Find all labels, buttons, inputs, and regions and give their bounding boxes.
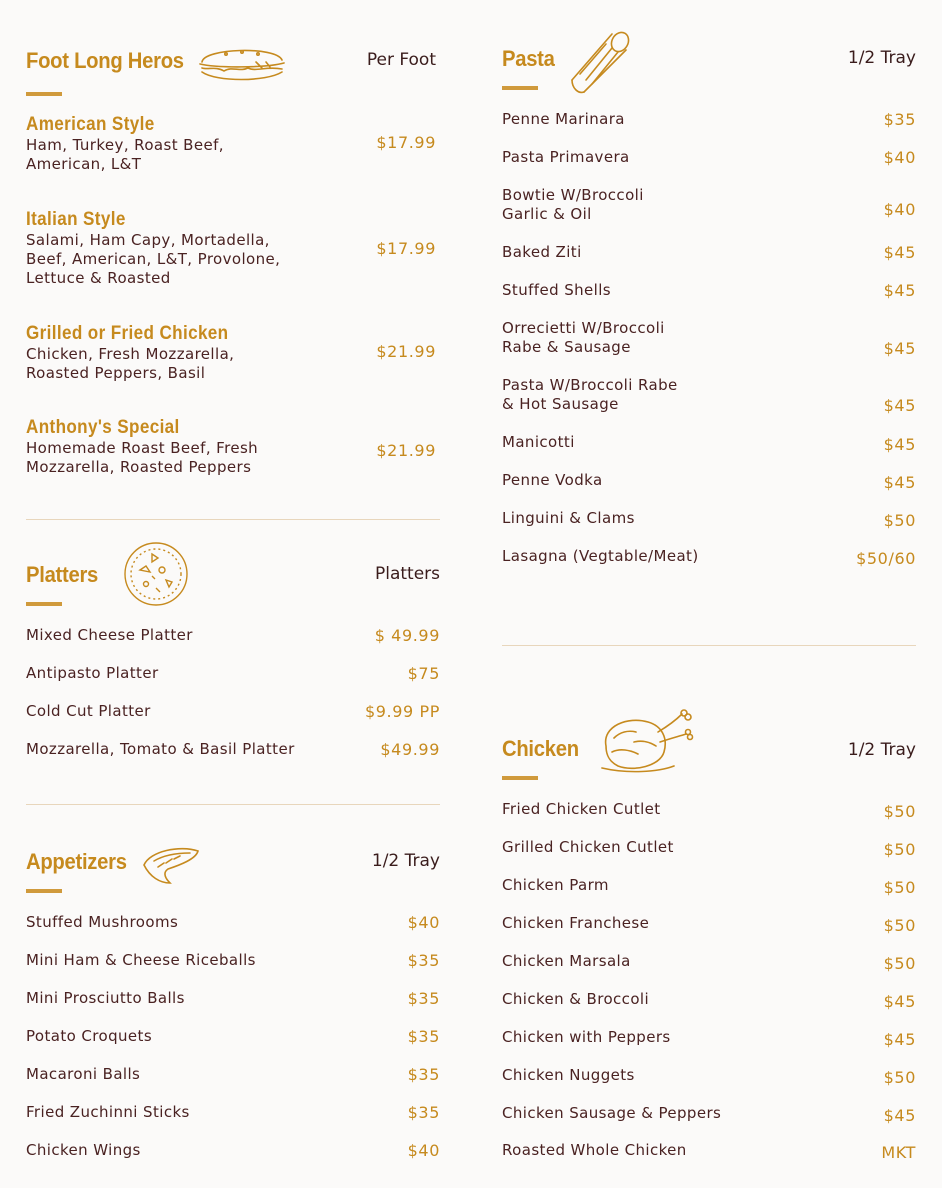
platters-underline	[26, 602, 62, 606]
item-price: $45	[883, 339, 916, 358]
pasta-title: Pasta	[502, 46, 555, 71]
item-price: $50	[883, 511, 916, 530]
divider	[502, 645, 916, 646]
appetizers-header	[26, 849, 440, 909]
item-name: Antipasto Platter	[26, 664, 159, 682]
item-price: $17.99	[376, 133, 436, 152]
item-name: Fried Zuchinni Sticks	[26, 1103, 190, 1121]
item-price: $50	[883, 840, 916, 859]
platter-icon	[122, 540, 190, 608]
item-price: $50	[883, 1068, 916, 1087]
item-price: $35	[407, 1065, 440, 1084]
item-name: Chicken Sausage & Peppers	[502, 1104, 722, 1122]
item-name: Pasta Primavera	[502, 148, 630, 166]
platters-unit: Platters	[374, 564, 440, 584]
item-price: $40	[883, 148, 916, 167]
item-price: $45	[883, 473, 916, 492]
item-name: Stuffed Shells	[502, 281, 611, 299]
item-name: Chicken Nuggets	[502, 1066, 635, 1084]
item-price: $40	[883, 200, 916, 219]
item-name: Orrecietti W/Broccoli Rabe & Sausage	[502, 319, 665, 356]
item-price: $35	[883, 110, 916, 129]
item-price: $45	[883, 1030, 916, 1049]
chicken-unit: 1/2 Tray	[847, 740, 916, 760]
chicken-underline	[502, 776, 538, 780]
item-name: Mozzarella, Tomato & Basil Platter	[26, 740, 295, 758]
item-price: $9.99 PP	[365, 702, 440, 721]
menu-item	[26, 323, 440, 383]
sandwich-icon	[196, 42, 288, 86]
item-name: Mini Ham & Cheese Riceballs	[26, 951, 256, 969]
item-price: $75	[407, 664, 440, 683]
item-name: Mini Prosciutto Balls	[26, 989, 185, 1007]
item-price: $45	[883, 243, 916, 262]
item-name: Manicotti	[502, 433, 575, 451]
divider	[26, 519, 440, 520]
item-price: $40	[407, 913, 440, 932]
heros-unit: Per Foot	[366, 50, 436, 70]
item-price: $35	[407, 951, 440, 970]
menu-item	[502, 186, 916, 226]
item-name: Chicken Marsala	[502, 952, 631, 970]
chicken-wing-icon	[140, 843, 202, 887]
item-name: Roasted Whole Chicken	[502, 1141, 687, 1159]
pasta-underline	[502, 86, 538, 90]
pasta-unit: 1/2 Tray	[847, 48, 916, 68]
item-name: American Style	[26, 114, 155, 135]
menu-item	[26, 209, 440, 289]
item-price: $17.99	[376, 239, 436, 258]
item-price: $ 49.99	[374, 626, 440, 645]
item-price: $35	[407, 1027, 440, 1046]
item-name: Lasagna (Vegtable/Meat)	[502, 547, 699, 565]
item-name: Chicken Parm	[502, 876, 609, 894]
item-price: $50	[883, 916, 916, 935]
item-name: Chicken Wings	[26, 1141, 141, 1159]
item-name: Anthony's Special	[26, 417, 180, 438]
item-name: Baked Ziti	[502, 243, 582, 261]
item-name: Fried Chicken Cutlet	[502, 800, 661, 818]
item-description: Homemade Roast Beef, Fresh Mozzarella, Roasted Peppers	[26, 439, 259, 476]
item-name: Potato Croquets	[26, 1027, 153, 1045]
item-price: $21.99	[376, 441, 436, 460]
item-name: Cold Cut Platter	[26, 702, 151, 720]
item-price: $50	[883, 802, 916, 821]
item-price: $35	[407, 989, 440, 1008]
menu-item	[502, 319, 916, 359]
item-name: Stuffed Mushrooms	[26, 913, 179, 931]
rigatoni-icon	[566, 28, 636, 96]
item-price: $40	[407, 1141, 440, 1160]
appetizers-unit: 1/2 Tray	[371, 851, 440, 871]
item-name: Grilled or Fried Chicken	[26, 323, 229, 344]
appetizers-title: Appetizers	[26, 849, 127, 874]
appetizers-underline	[26, 889, 62, 893]
item-price: $50/60	[856, 549, 916, 568]
chicken-header	[502, 736, 916, 796]
item-name: Linguini & Clams	[502, 509, 635, 527]
item-price: $45	[883, 396, 916, 415]
pasta-section	[502, 46, 916, 568]
item-price: $45	[883, 435, 916, 454]
item-name: Pasta W/Broccoli Rabe & Hot Sausage	[502, 376, 678, 413]
divider	[26, 804, 440, 805]
item-name: Penne Marinara	[502, 110, 625, 128]
platters-section	[26, 562, 440, 759]
platters-title: Platters	[26, 562, 99, 587]
item-price: MKT	[881, 1143, 916, 1162]
item-description: Chicken, Fresh Mozzarella, Roasted Peppers, Basil	[26, 345, 235, 382]
item-name: Macaroni Balls	[26, 1065, 141, 1083]
menu-item	[26, 417, 440, 477]
item-name: Chicken & Broccoli	[502, 990, 650, 1008]
chicken-section	[502, 736, 916, 1162]
heros-underline	[26, 92, 62, 96]
roast-chicken-icon	[598, 708, 694, 774]
item-description: Salami, Ham Capy, Mortadella, Beef, American, L&T, Provolone, Lettuce & Roasted	[26, 231, 281, 287]
pasta-header	[502, 46, 916, 106]
item-name: Italian Style	[26, 209, 126, 230]
item-name: Bowtie W/Broccoli Garlic & Oil	[502, 186, 644, 223]
appetizers-section	[26, 849, 440, 1160]
item-price: $50	[883, 878, 916, 897]
item-name: Grilled Chicken Cutlet	[502, 838, 674, 856]
heros-header	[26, 48, 440, 108]
item-name: Chicken Franchese	[502, 914, 650, 932]
item-price: $45	[883, 281, 916, 300]
item-price: $50	[883, 954, 916, 973]
heros-section	[26, 48, 440, 476]
item-name: Chicken with Peppers	[502, 1028, 671, 1046]
item-description: Ham, Turkey, Roast Beef, American, L&T	[26, 136, 224, 173]
heros-title: Foot Long Heros	[26, 48, 184, 73]
item-price: $35	[407, 1103, 440, 1122]
menu-item	[502, 376, 916, 416]
item-name: Mixed Cheese Platter	[26, 626, 193, 644]
menu-item	[26, 114, 440, 174]
item-price: $49.99	[380, 740, 440, 759]
platters-header	[26, 562, 440, 622]
chicken-title: Chicken	[502, 736, 579, 761]
item-price: $45	[883, 1106, 916, 1125]
item-price: $21.99	[376, 342, 436, 361]
item-price: $45	[883, 992, 916, 1011]
item-name: Penne Vodka	[502, 471, 603, 489]
